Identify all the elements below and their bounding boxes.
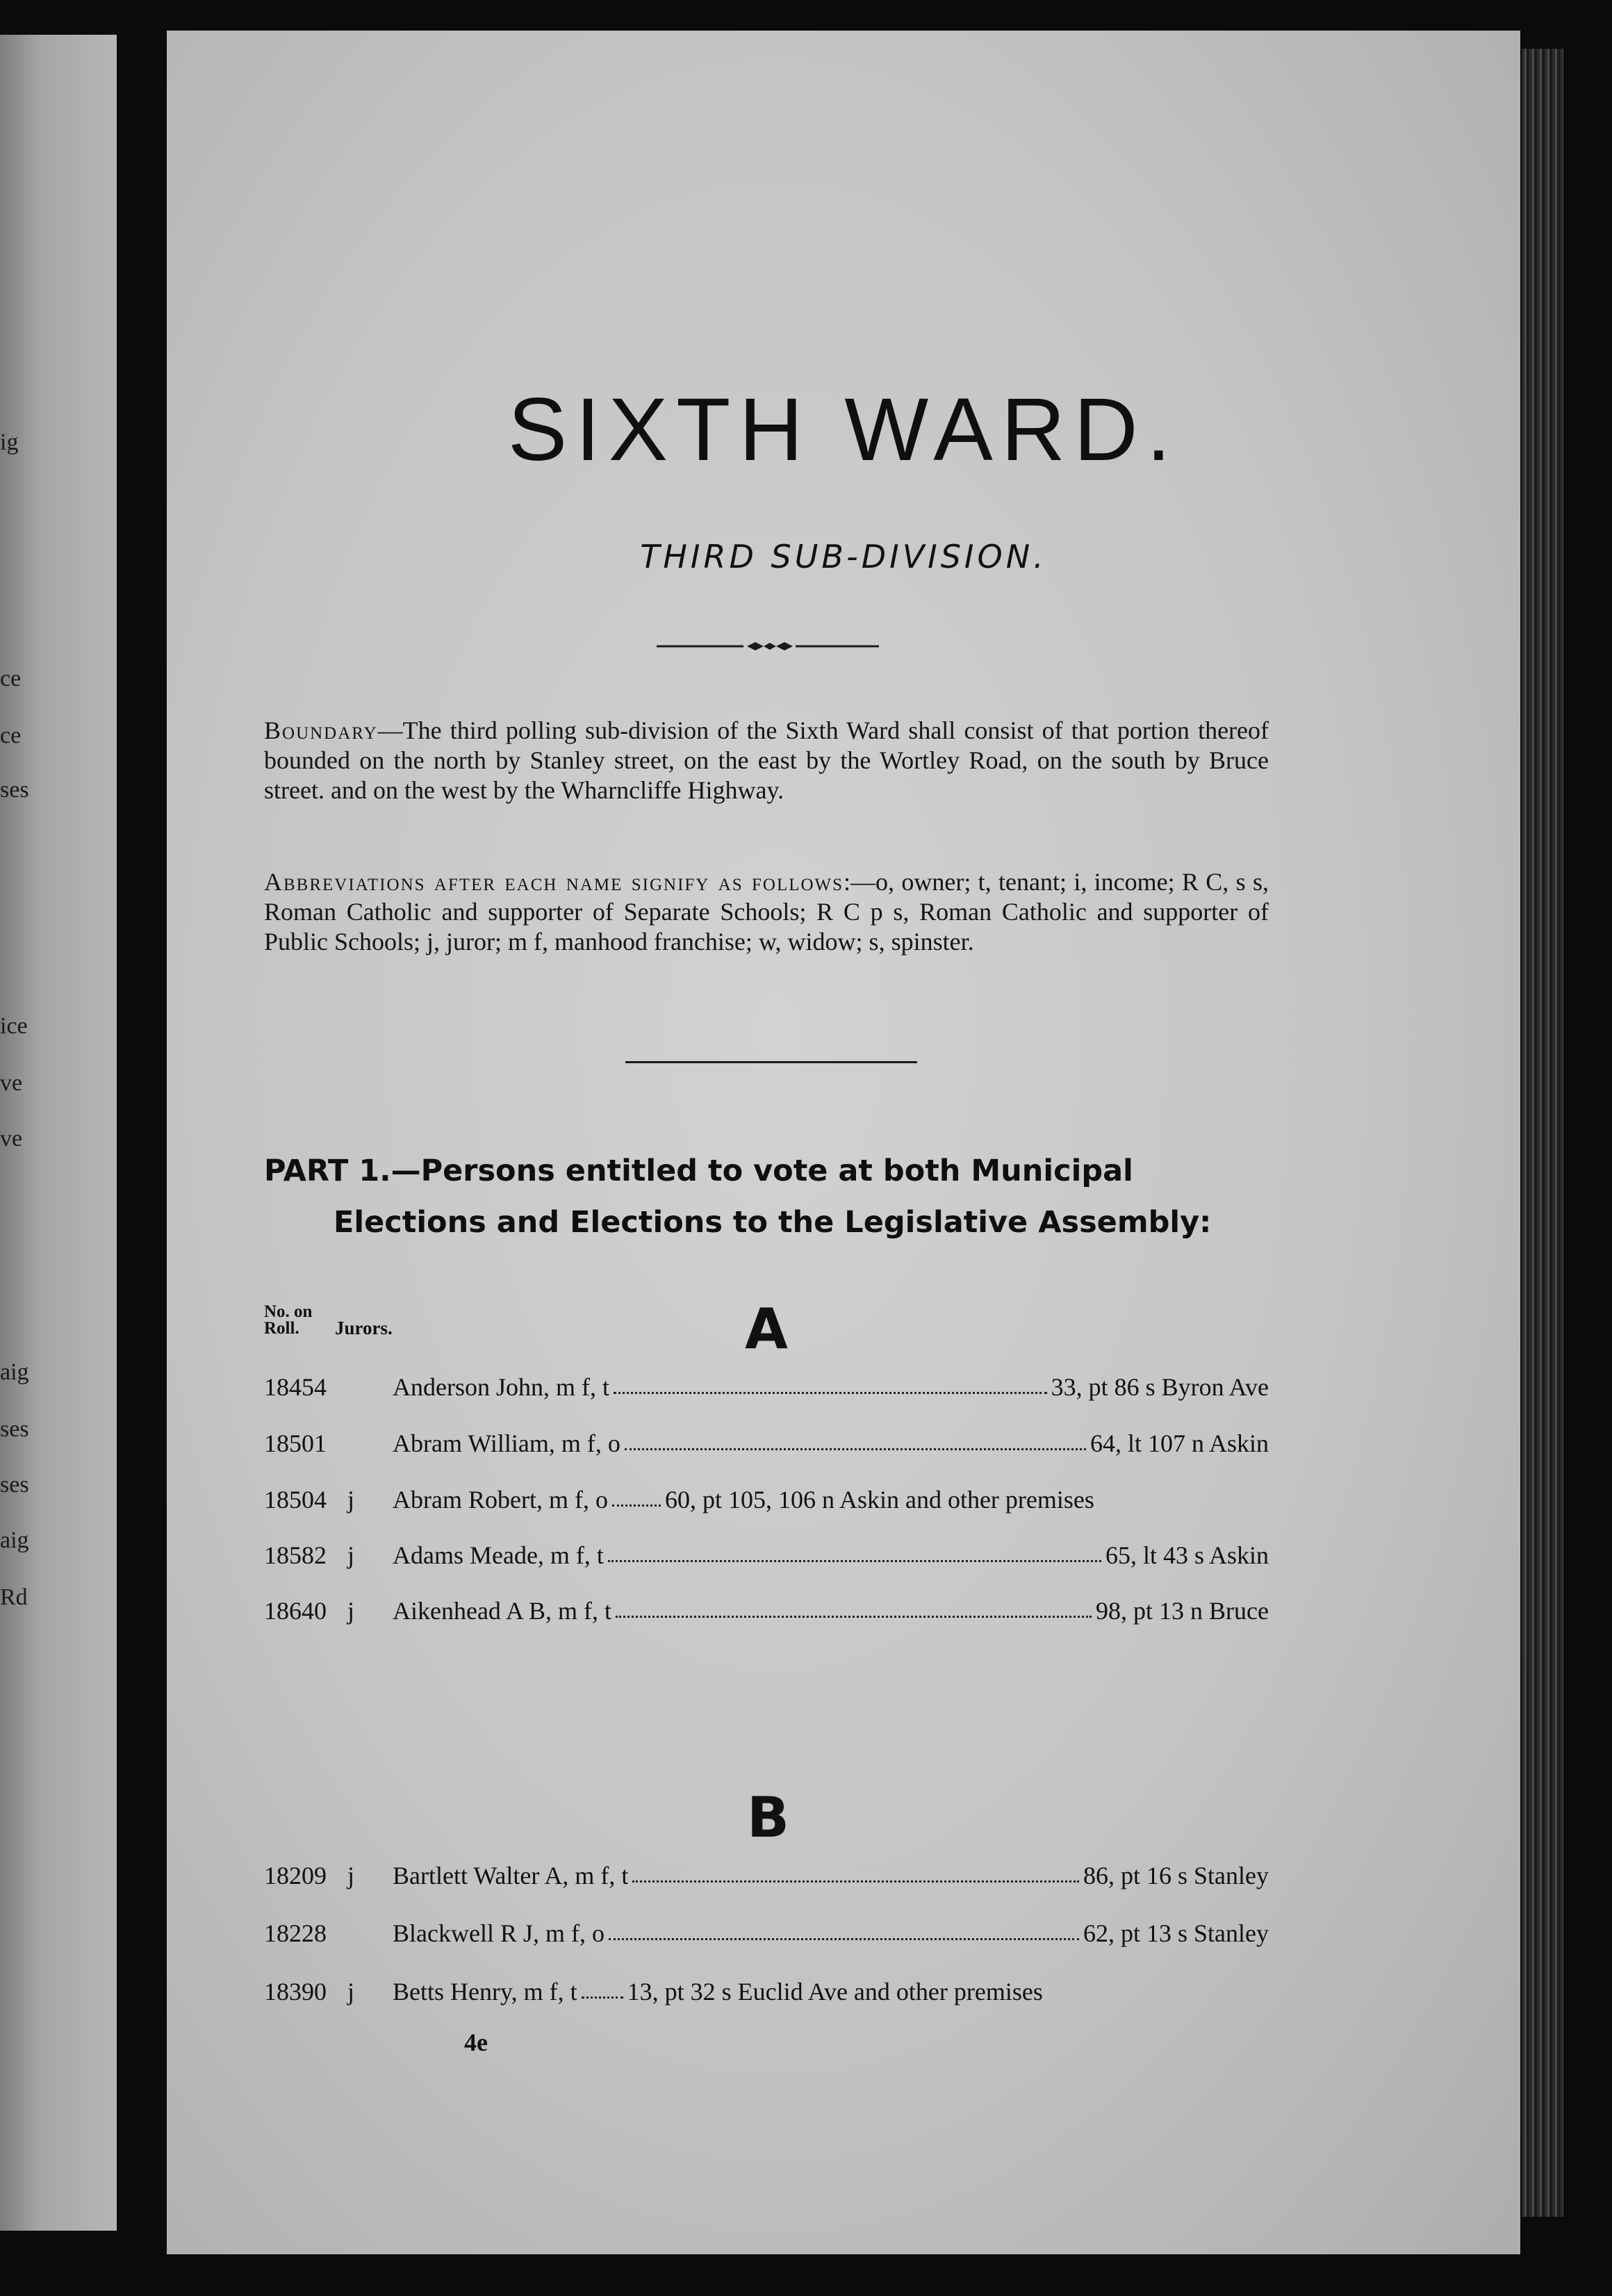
juror-flag: j (347, 1541, 355, 1569)
juror-flag: j (347, 1486, 355, 1514)
property-description: 86, pt 16 s Stanley (1083, 1862, 1269, 1889)
dot-leader (608, 1560, 1101, 1562)
roll-number: 18390 (264, 1978, 327, 2006)
property-description: 65, lt 43 s Askin (1105, 1541, 1269, 1569)
property-description: 62, pt 13 s Stanley (1083, 1919, 1269, 1947)
dot-leader (612, 1504, 661, 1507)
roll-number: 18640 (264, 1597, 327, 1625)
dot-leader (614, 1392, 1047, 1394)
page-edge-stack (1522, 49, 1563, 2217)
voter-entry (264, 1918, 1269, 1949)
left-fragment-text: ve (0, 1070, 23, 1096)
left-fragment-text: ice (0, 1013, 28, 1039)
voter-name: Betts Henry, m f, t (393, 1978, 577, 2006)
voter-entry (264, 1540, 1269, 1571)
voter-entry (264, 1860, 1269, 1891)
juror-flag: j (347, 1597, 355, 1625)
voter-entry (264, 1976, 1269, 2007)
ornament-divider (657, 636, 879, 657)
left-fragment-text: aig (0, 1527, 29, 1553)
property-description: 33, pt 86 s Byron Ave (1051, 1373, 1269, 1401)
boundary-text: —The third polling sub-division of the Sixth Ward shall consist of that portion thereof bounded on the north by Stanley street, on the east by the Wortley Road, on the south by Bruce street. and on the west by the Wharncliffe Highway. (264, 716, 1269, 804)
part-heading-line-1: PART 1.—Persons entitled to vote at both Municipal (264, 1154, 1133, 1188)
left-fragment-text: ce (0, 723, 22, 748)
voter-name: Anderson John, m f, t (393, 1373, 609, 1401)
left-fragment-text: ses (0, 1472, 29, 1498)
left-fragment-text: ce (0, 666, 22, 691)
roll-number: 18582 (264, 1541, 327, 1569)
property-description: 98, pt 13 n Bruce (1096, 1597, 1269, 1625)
dot-leader (616, 1616, 1092, 1618)
property-description: 60, pt 105, 106 n Askin and other premises (664, 1486, 1094, 1514)
roll-number: 18454 (264, 1373, 327, 1401)
section-letter-b: B (747, 1785, 789, 1850)
roll-number: 18228 (264, 1919, 327, 1947)
voter-entry (264, 1428, 1269, 1459)
section-rule (625, 1061, 917, 1063)
voter-name: Aikenhead A B, m f, t (393, 1597, 611, 1625)
roll-number: 18501 (264, 1429, 327, 1457)
roll-number: 18504 (264, 1486, 327, 1514)
column-header-roll (264, 1304, 312, 1337)
property-description: 13, pt 32 s Euclid Ave and other premises (627, 1978, 1043, 2006)
column-header-roll-label: Roll. (264, 1319, 299, 1338)
page-title: SIXTH WARD. (507, 380, 1180, 479)
abbreviations-text: :—o, owner; t, tenant; i, income; R C, s s, Roman Catholic and supporter of Separate Schools; R C p s, Roman Catholic and supporter of Public Schools; j, juror; m f, manhood franchise; w, widow; s, spinster. (264, 868, 1269, 956)
part-heading-line-2: Elections and Elections to the Legislative Assembly: (334, 1205, 1212, 1240)
voter-name: Adams Meade, m f, t (393, 1541, 604, 1569)
juror-flag: j (347, 1978, 355, 2006)
dot-leader (609, 1938, 1079, 1940)
dot-leader (582, 1996, 623, 1999)
left-fragment-text: Rd (0, 1584, 28, 1610)
left-fragment-text: ses (0, 1416, 29, 1442)
dot-leader (625, 1448, 1086, 1450)
column-header-jurors: Jurors. (335, 1318, 393, 1338)
left-fragment-text: ig (0, 429, 19, 455)
boundary-label: Boundary (264, 716, 378, 744)
dot-leader (632, 1880, 1079, 1883)
voter-entry (264, 1484, 1269, 1515)
voter-entry (264, 1596, 1269, 1626)
left-fragment-text: aig (0, 1359, 29, 1385)
boundary-paragraph (264, 716, 1269, 805)
voter-name: Bartlett Walter A, m f, t (393, 1862, 629, 1889)
juror-flag: j (347, 1862, 355, 1889)
voter-entry (264, 1372, 1269, 1402)
left-fragment-text: ve (0, 1126, 23, 1151)
page-folio: 4e (464, 2028, 488, 2056)
section-letter-a: A (745, 1297, 788, 1361)
property-description: 64, lt 107 n Askin (1089, 1429, 1269, 1457)
abbreviations-paragraph (264, 867, 1269, 957)
left-page-fragment (0, 35, 117, 2231)
page-subtitle: THIRD SUB-DIVISION. (640, 538, 1047, 575)
abbreviations-label: Abbreviations after each name signify as follows (264, 868, 844, 896)
left-fragment-text: ses (0, 777, 29, 803)
part-heading (264, 1145, 1269, 1248)
voter-name: Abram William, m f, o (393, 1429, 620, 1457)
voter-name: Blackwell R J, m f, o (393, 1919, 604, 1947)
column-header-no-on: No. on (264, 1302, 313, 1321)
roll-number: 18209 (264, 1862, 327, 1889)
voter-name: Abram Robert, m f, o (393, 1486, 608, 1514)
